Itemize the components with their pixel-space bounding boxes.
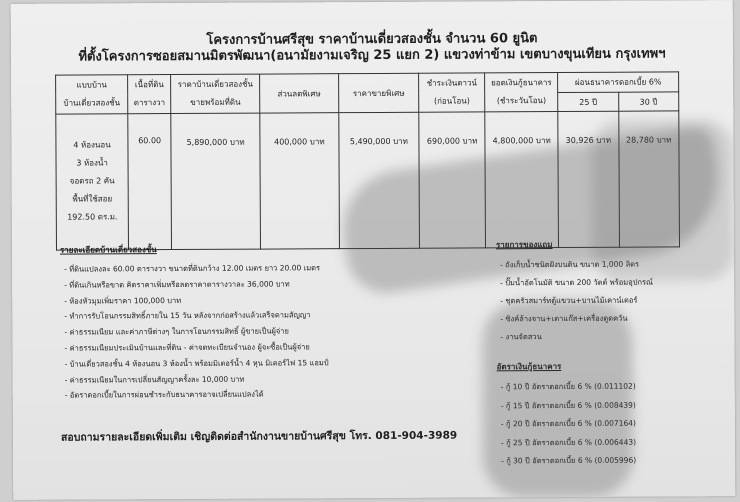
cell-land-area: 60.00 bbox=[128, 114, 172, 250]
header-down-payment: ชำระเงินดาวน์ (ก่อนโอน) bbox=[419, 73, 485, 112]
list-item: - กู้ 20 ปี อัตราดอกเบี้ย 6 % (0.007164) bbox=[500, 418, 636, 429]
list-item: - ถังเก็บน้ำชนิดฝังบนดิน ขนาด 1,000 ลิตร bbox=[500, 259, 640, 270]
interest-list bbox=[497, 377, 717, 471]
list-item: - ที่ดินเกินหรือขาด คิดราคาเพิ่มหรือลดราคาตารางวาละ 36,000 บาท bbox=[64, 279, 290, 290]
header-special-price: ราคาขายพิเศษ bbox=[338, 73, 419, 112]
header-house-type: แบบบ้าน บ้านเดี่ยวสองชั้น bbox=[56, 75, 128, 114]
gifts-title: รายการของแถม bbox=[495, 240, 553, 250]
list-item: - ทำการรับโอนกรรมสิทธิ์ภายใน 15 วัน หลังจากก่อสร้างแล้วเสร็จตามสัญญา bbox=[64, 310, 311, 322]
header-bank-loan: ยอดเงินกู้ธนาคาร (ชำระวันโอน) bbox=[485, 73, 558, 112]
cell-bank-loan: 4,800,000 บาท bbox=[485, 112, 559, 248]
cell-price: 5,890,000 บาท bbox=[171, 113, 260, 249]
header-land-area: เนื้อที่ดิน ตารางวา bbox=[128, 75, 171, 114]
list-item: - ห้องหัวมุมเพิ่มราคา 100,000 บาท bbox=[64, 295, 182, 306]
header-price: ราคาบ้านเดี่ยวสองชั้น ขายพร้อมที่ดิน bbox=[171, 74, 260, 113]
list-item: - ค่าธรรมเนียมในการเปลี่ยนสัญญาครั้งละ 10,000 บาท bbox=[64, 374, 245, 385]
list-item: - กู้ 30 ปี อัตราดอกเบี้ย 6 % (0.005996) bbox=[501, 455, 637, 466]
list-item: - ค่าธรรมเนียมประเมินบ้านและที่ดิน - ค่าจดทะเบียนจำนอง ผู้จะซื้อเป็นผู้จ่าย bbox=[64, 342, 310, 353]
gifts-list bbox=[496, 255, 716, 346]
contact-info: สอบถามรายละเอียดเพิ่มเติม เชิญติดต่อสำนักงานขายบ้านศรีสุข โทร. 081-904-3989 bbox=[60, 429, 458, 444]
cell-special-price: 5,490,000 บาท bbox=[339, 112, 420, 248]
list-item: - ชุดครัวสมาร์ทตู้แขวน+บานไม้เคาน์เตอร์ bbox=[500, 295, 638, 306]
list-item: - งานจัดสวน bbox=[500, 332, 542, 342]
list-item: - ที่ดินแปลงละ 60.00 ตารางวา ขนาดที่ดินกว้าง 12.00 เมตร ยาว 20.00 เมตร bbox=[64, 263, 321, 274]
cell-installment-30: 28,780 บาท bbox=[618, 111, 679, 247]
list-item: - ค่าธรรมเนียม และค่าภาษีต่างๆ ในการโอนกรรมสิทธิ์ ผู้ขายเป็นผู้จ่าย bbox=[64, 326, 289, 337]
header-discount: ส่วนลดพิเศษ bbox=[260, 74, 339, 113]
house-details-title: รายละเอียดบ้านเดี่ยวสองชั้น bbox=[59, 245, 157, 255]
project-location: ที่ตั้งโครงการซอยสมานมิตรพัฒนา(อนามัยงามเจริญ 25 แยก 2) แขวงท่าข้าม เขตบางขุนเทียน กรุงเทพฯ bbox=[78, 46, 666, 65]
interest-title: อัตราเงินกู้ธนาคาร bbox=[496, 362, 562, 372]
document-title: โครงการบ้านศรีสุข ราคาบ้านเดี่ยวสองชั้น จำนวน 60 ยูนิต bbox=[206, 31, 538, 48]
cell-house-type: 4 ห้องนอน 3 ห้องน้ำ จอดรถ 2 คัน พื้นที่ใช้สอย 192.50 ตร.ม. bbox=[56, 114, 129, 250]
house-details bbox=[60, 241, 481, 403]
list-item: - กู้ 15 ปี อัตราดอกเบี้ย 6 % (0.008439) bbox=[500, 400, 636, 410]
table-row bbox=[56, 111, 680, 250]
header-installment: ผ่อนธนาคารดอกเบี้ย 6% bbox=[558, 72, 679, 93]
right-column bbox=[496, 237, 717, 471]
list-item: - อัตราดอกเบี้ยในการผ่อนชำระกับธนาคารอาจเปลี่ยนแปลงได้ bbox=[64, 389, 264, 400]
list-item: - ซิงค์ล้างจาน+เตาแก๊ส+เครื่องดูดควัน bbox=[500, 313, 628, 324]
list-item: - บ้านเดี่ยวสองชั้น 4 ห้องนอน 3 ห้องน้ำ พร้อมมิเตอร์น้ำ 4 หุน มิเตอร์ไฟ 15 แอมป์ bbox=[64, 358, 329, 369]
list-item: - กู้ 10 ปี อัตราดอกเบี้ย 6 % (0.011102) bbox=[500, 381, 636, 392]
cell-installment-25: 30,926 บาท bbox=[558, 111, 619, 247]
price-table bbox=[55, 71, 680, 250]
list-item: - ปั๊มน้ำอัตโนมัติ ขนาด 200 วัตต์ พร้อมอุปกรณ์ bbox=[500, 277, 654, 288]
cell-down-payment: 690,000 บาท bbox=[419, 112, 486, 248]
document-page bbox=[11, 0, 736, 500]
cell-discount: 400,000 บาท bbox=[260, 113, 339, 249]
header-25-years: 25 ปี bbox=[558, 92, 618, 111]
header-30-years: 30 ปี bbox=[618, 92, 679, 111]
list-item: - กู้ 25 ปี อัตราดอกเบี้ย 6 % (0.006443) bbox=[500, 437, 637, 447]
